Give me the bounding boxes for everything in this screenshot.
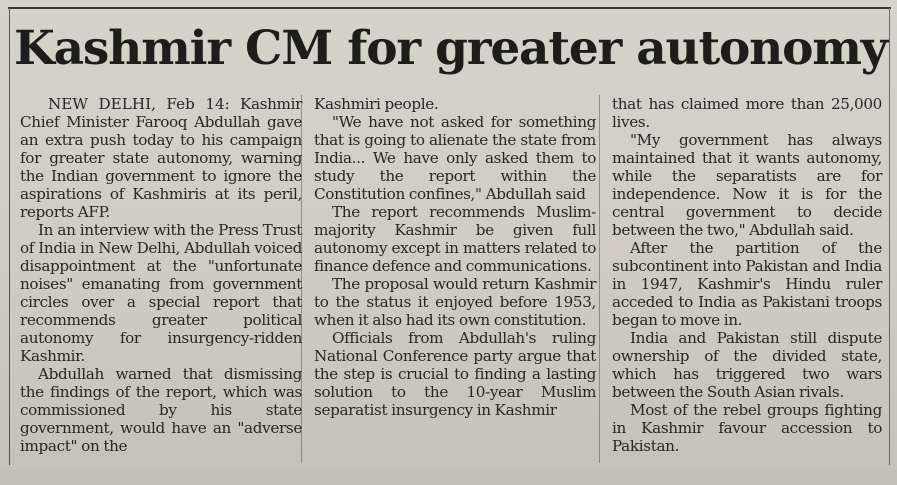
paragraph [20, 95, 302, 221]
paragraph: India and Pakistan still dispute ownership of the divided state, which has triggered two wars between the South Asian rivals. [612, 329, 882, 401]
left-border-rule [9, 8, 10, 465]
paragraph: The proposal would return Kashmir to the status it enjoyed before 1953, when it also had its own constitution. [314, 275, 596, 329]
paragraph: The report recommends Muslim-majority Kashmir be given full autonomy except in matters related to finance defence and communications. [314, 203, 596, 275]
paragraph: Most of the rebel groups fighting in Kashmir favour accession to Pakistan. [612, 401, 882, 455]
dateline: NEW DELHI, Feb 14: [48, 95, 230, 113]
paragraph: After the partition of the subcontinent into Pakistan and India in 1947, Kashmir's Hindu ruler acceded to India as Pakistani troops began to move in. [612, 239, 882, 329]
right-border-rule [889, 8, 890, 465]
bottom-edge [0, 469, 897, 485]
paragraph: "My government has always maintained that it wants autonomy, while the separatists are for independence. Now it is for the central government to decide between the two," Abdullah said. [612, 131, 882, 239]
article-column-3 [612, 95, 882, 455]
paragraph: that has claimed more than 25,000 lives. [612, 95, 882, 131]
top-border-rule [8, 7, 891, 9]
paragraph: Officials from Abdullah's ruling National Conference party argue that the step is crucial to finding a lasting solution to the 10-year Muslim separatist insurgency in Kashmir [314, 329, 596, 419]
paragraph: Kashmiri people. [314, 95, 439, 113]
paragraph-text: Kashmir Chief Minister Farooq Abdullah gave an extra push today to his campaign for greater state autonomy, warning the Indian government to ignore the aspirations of Kashmiris at its peril, reports AFP. [20, 95, 303, 221]
headline: Kashmir CM for greater autonomy [14, 21, 887, 76]
paragraph: Abdullah warned that dismissing the findings of the report, which was commissioned by his state government, would have an "adverse impact" on the [20, 365, 302, 455]
paragraph: In an interview with the Press Trust of India in New Delhi, Abdullah voiced disappointment at the "unfortunate noises" emanating from government circles over a special report that recommends greater political autonomy for insurgency-ridden Kashmir. [20, 221, 302, 365]
column-divider [599, 95, 600, 463]
article-column-1 [20, 95, 302, 455]
article-column-2 [314, 95, 596, 419]
paragraph: "We have not asked for something that is going to alienate the state from India... We have only asked them to study the report within the Constitution confines," Abdullah said [314, 113, 596, 203]
